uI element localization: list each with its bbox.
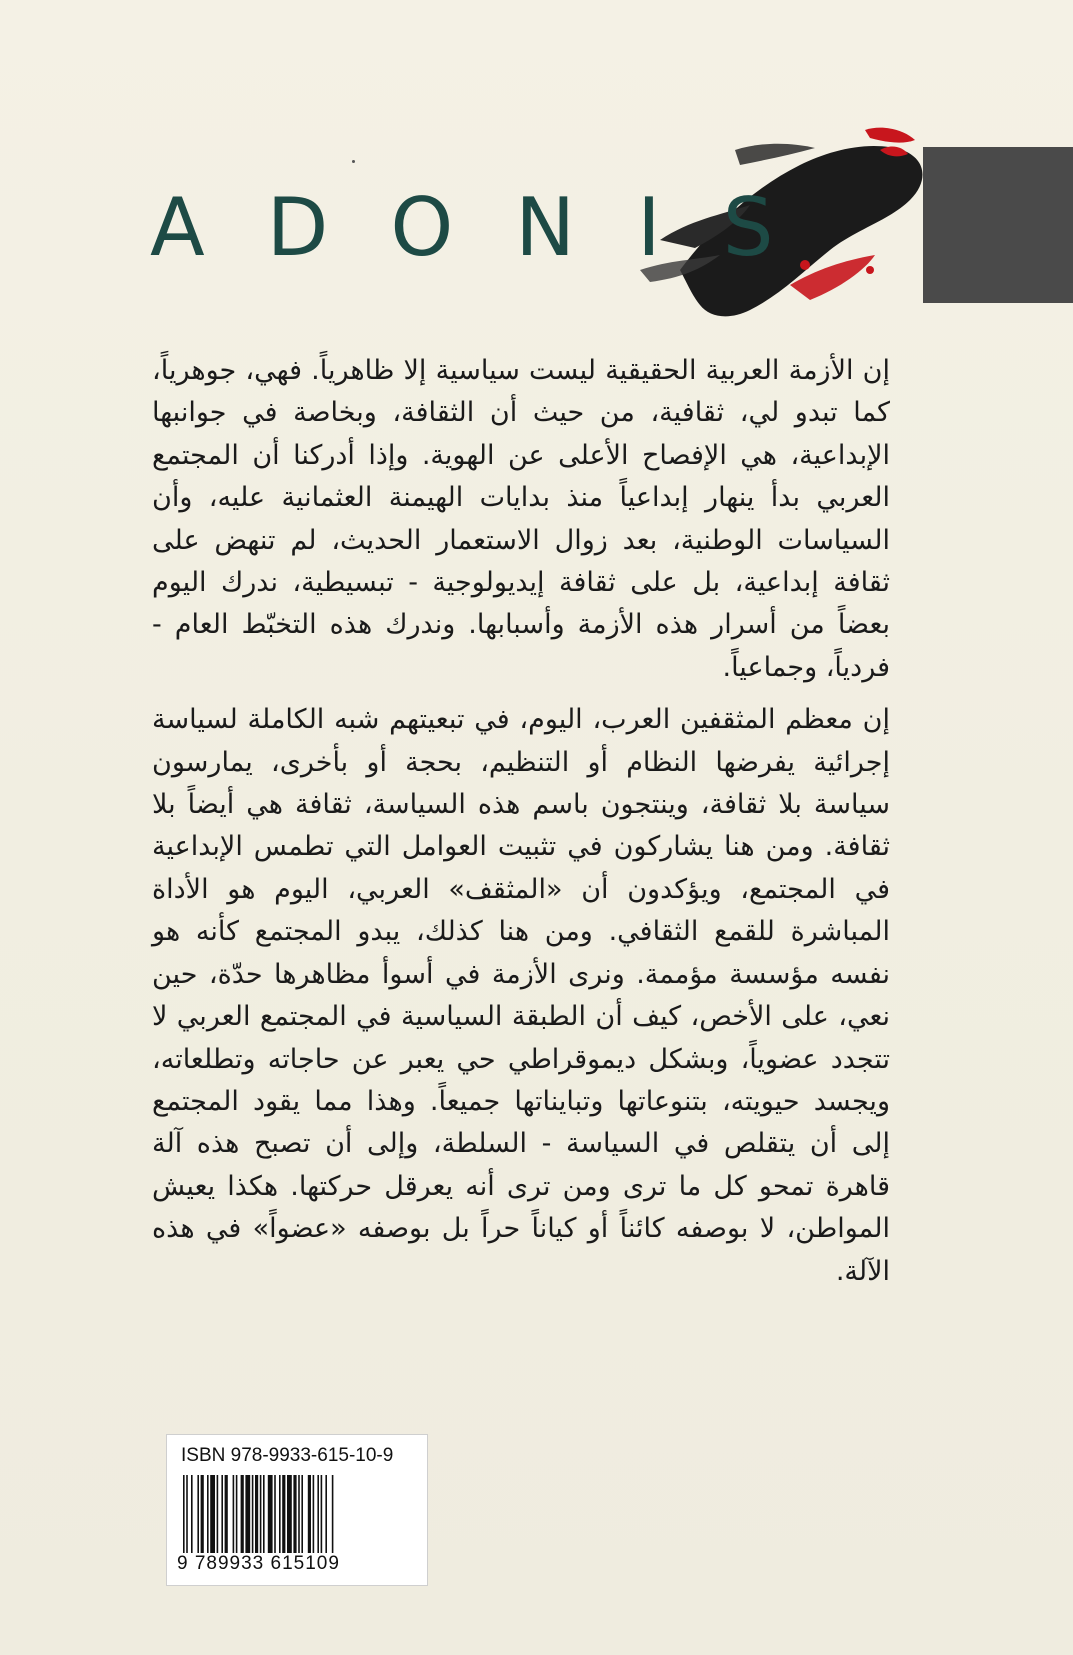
grey-block	[923, 147, 1073, 303]
barcode-bar	[268, 1475, 273, 1553]
barcode-bar	[293, 1475, 296, 1553]
barcode-bar	[201, 1475, 204, 1553]
blurb-paragraph-1: إن الأزمة العربية الحقيقية ليست سياسية إلا ظاهرياً. فهي، جوهرياً، كما تبدو لي، ثقافية، من حيث أن الثقافة، وبخاصة في جوانبها الإبداعية، هي الإفصاح الأعلى عن الهوية. وإذا أدركنا أن المجتمع العربي بدأ ينهار إبداعياً منذ بدايات الهيمنة العثمانية عليه، وأن السياسات الوطنية، بعد زوال الاستعمار الحديث، لم تنهض على ثقافة إبداعية، بل على ثقافة إيديولوجية - تبسيطية، ندرك اليوم بعضاً من أسرار هذه الأزمة وأسبابها. وندرك هذه التخبّط العام - فردياً، وجماعياً.	[152, 355, 890, 683]
barcode-bar	[321, 1475, 323, 1553]
barcode-bar	[298, 1475, 300, 1553]
barcode-bar	[313, 1475, 315, 1553]
barcode-bar	[282, 1475, 285, 1553]
barcode-bar	[279, 1475, 281, 1553]
barcode	[181, 1475, 413, 1553]
barcode-bar	[197, 1475, 199, 1553]
barcode-bar	[241, 1475, 244, 1553]
barcode-bar	[274, 1475, 276, 1553]
author-name: ADONIS	[150, 181, 836, 274]
barcode-bar	[225, 1475, 228, 1553]
barcode-bar	[236, 1475, 238, 1553]
barcode-bar	[252, 1475, 254, 1553]
barcode-bar	[332, 1475, 334, 1553]
barcode-bar	[221, 1475, 223, 1553]
blurb-paragraph-2: إن معظم المثقفين العرب، اليوم، في تبعيتهم شبه الكاملة لسياسة إجرائية يفرضها النظام أو التنظيم، بحجة أو بأخرى، يمارسون سياسة بلا ثقافة، وينتجون باسم هذه السياسة، ثقافة هي أيضاً بلا ثقافة. ومن هنا يشاركون في تثبيت العوامل التي تطمس الإبداعية في المجتمع، ويؤكدون أن «المثقف» العربي، اليوم هو الأداة المباشرة للقمع الثقافي. ومن هنا كذلك، يبدو المجتمع كأنه هو نفسه مؤسسة مؤممة. ونرى الأزمة في أسوأ مظاهرها حدّة، حين نعي، على الأخص، كيف أن الطبقة السياسية في المجتمع العربي لا تتجدد عضوياً، وبشكل ديموقراطي حي يعبر عن حاجاته وتطلعاته، ويجسد حيويته، بتنوعاتها وتبايناتها جميعاً. وهذا مما يقود المجتمع إلى أن يتقلص في السياسة - السلطة، وإلى أن تصبح هذه آلة قاهرة تمحو كل ما ترى ومن ترى أنه يعرقل حركتها. هكذا يعيش المواطن، لا بوصفه كائناً أو كياناً حراً بل بوصفه «عضواً» في هذه الآلة.	[152, 704, 890, 1287]
barcode-bar	[255, 1475, 258, 1553]
barcode-bar	[325, 1475, 327, 1553]
barcode-bar	[245, 1475, 250, 1553]
isbn-barcode-box	[166, 1434, 428, 1586]
barcode-digits: 9 789933 615109	[177, 1553, 340, 1574]
barcode-bar	[233, 1475, 235, 1553]
barcode-bar	[183, 1475, 185, 1553]
barcode-bar	[207, 1475, 209, 1553]
barcode-bar	[217, 1475, 219, 1553]
barcode-bar	[308, 1475, 311, 1553]
barcode-bar	[287, 1475, 292, 1553]
barcode-bar	[263, 1475, 265, 1553]
blurb-text	[152, 350, 890, 1293]
barcode-bar	[191, 1475, 193, 1553]
barcode-bar	[301, 1475, 303, 1553]
barcode-bar	[210, 1475, 215, 1553]
barcode-bar	[317, 1475, 319, 1553]
barcode-bar	[260, 1475, 262, 1553]
barcode-bar	[186, 1475, 188, 1553]
isbn-label: ISBN 978-9933-615-10-9	[181, 1445, 394, 1466]
speck	[352, 160, 355, 163]
